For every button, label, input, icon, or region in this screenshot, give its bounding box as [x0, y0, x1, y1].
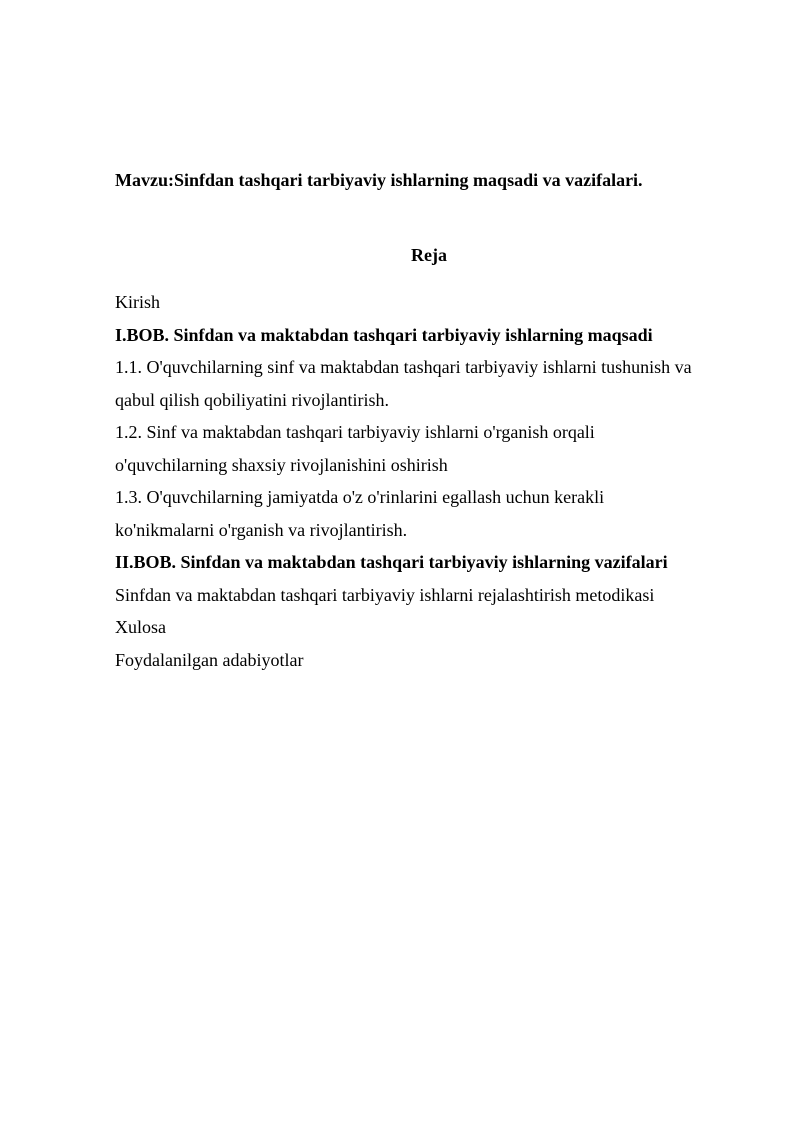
plan-item-references: Foydalanilgan adabiyotlar: [115, 649, 304, 670]
chapter-1-heading: I.BOB. Sinfdan va maktabdan tashqari tarbiyaviy ishlarning maqsadi: [115, 324, 653, 345]
plan-contents: [115, 286, 755, 676]
document-topic: Mavzu:Sinfdan tashqari tarbiyaviy ishlarning maqsadi va vazifalari.: [115, 170, 643, 190]
chapter-2-heading: II.BOB. Sinfdan va maktabdan tashqari tarbiyaviy ishlarning vazifalari: [115, 552, 668, 572]
plan-item-methodology: Sinfdan va maktabdan tashqari tarbiyaviy ishlarni rejalashtirish metodikasi: [115, 584, 655, 605]
section-1-3-line-1: 1.3. O'quvchilarning jamiyatda o'z o'rinlarini egallash uchun kerakli: [115, 487, 605, 507]
plan-heading: Reja: [411, 245, 447, 265]
plan-item-conclusion: Xulosa: [115, 617, 166, 637]
section-1-2-line-1: 1.2. Sinf va maktabdan tashqari tarbiyaviy ishlarni o'rganish orqali: [115, 422, 595, 442]
plan-item-introduction: Kirish: [115, 292, 160, 312]
section-1-2-line-2: o'quvchilarning shaxsiy rivojlanishini oshirish: [115, 454, 448, 475]
section-1-3-line-2: ko'nikmalarni o'rganish va rivojlantirish.: [115, 519, 408, 540]
section-1-1-line-1: 1.1. O'quvchilarning sinf va maktabdan tashqari tarbiyaviy ishlarni tushunish va: [115, 357, 692, 377]
section-1-1-line-2: qabul qilish qobiliyatini rivojlantirish.: [115, 389, 389, 410]
